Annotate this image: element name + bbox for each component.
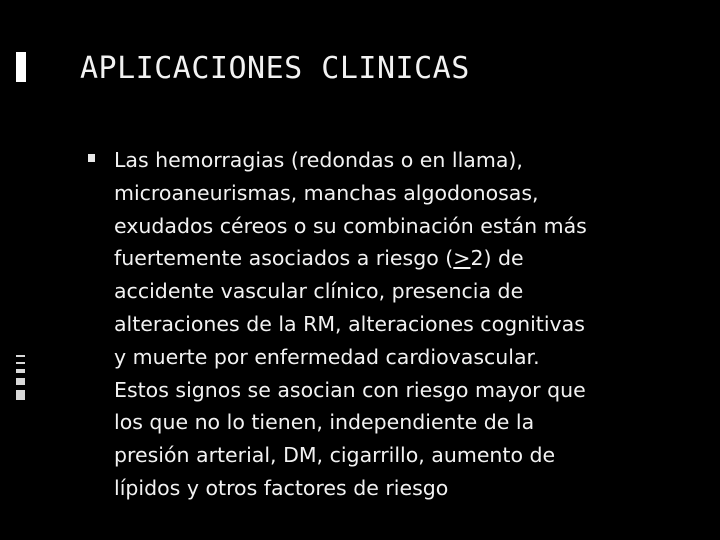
bullet-line: alteraciones de la RM, alteraciones cognitivas <box>114 311 585 336</box>
bullet-line: lípidos y otros factores de riesgo <box>114 475 449 500</box>
decorative-stripe <box>16 378 25 385</box>
bullet-line: exudados céreos o su combinación están más <box>114 213 587 238</box>
decorative-stripe <box>16 390 25 400</box>
decorative-stripe <box>16 355 25 357</box>
bullet-line: Las hemorragias (redondas o en llama), <box>114 148 523 172</box>
bullet-item-text <box>88 144 688 505</box>
bullet-line: los que no lo tienen, independiente de la <box>114 410 535 435</box>
bullet-line: Estos signos se asocian con riesgo mayor que <box>114 377 586 402</box>
decorative-stripe <box>16 362 25 364</box>
greater-equal-symbol: > <box>453 246 471 271</box>
bullet-line: 2) de <box>470 246 524 271</box>
decorative-stripe <box>16 369 25 373</box>
bullet-square-icon <box>88 154 95 162</box>
bullet-line: presión arterial, DM, cigarrillo, aumento de <box>114 443 556 468</box>
slide-title: APLICACIONES CLINICAS <box>80 51 470 86</box>
bullet-line: y muerte por enfermedad cardiovascular. <box>114 344 540 369</box>
bullet-line: fuertemente asociados a riesgo ( <box>114 246 454 271</box>
bullet-line: microaneurismas, manchas algodonosas, <box>114 180 539 205</box>
title-accent-bar <box>16 52 26 82</box>
bullet-line: accidente vascular clínico, presencia de <box>114 279 524 304</box>
bullet-list <box>88 144 688 505</box>
